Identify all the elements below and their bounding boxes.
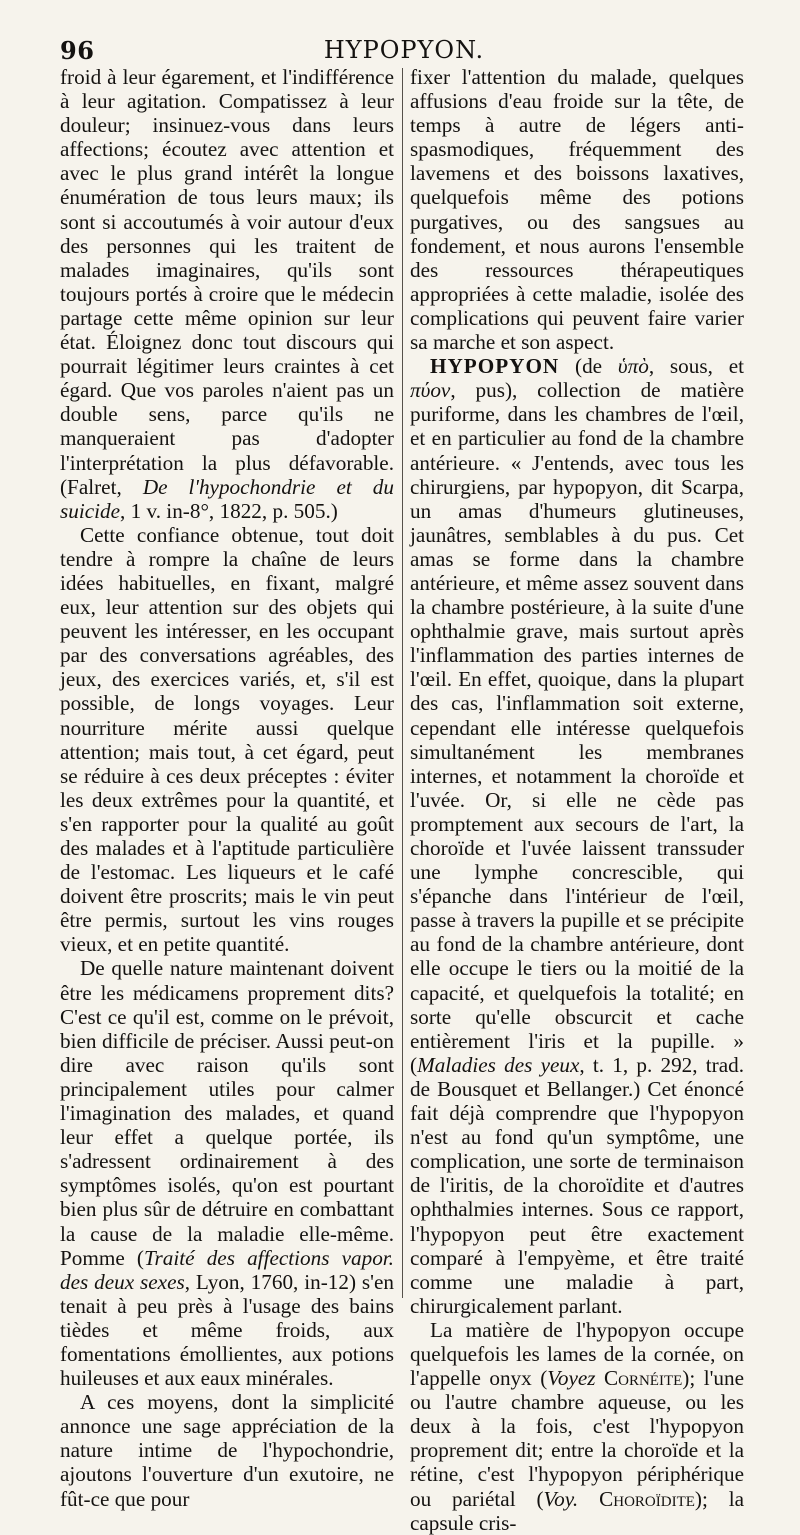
paragraph-means: A ces moyens, dont la simplicité annonce une sage appréciation de la nature intime de l'hypochondrie, ajoutons l'ouverture d'un exutoire, ne fût-ce que pour bbox=[60, 1390, 394, 1511]
right-column bbox=[410, 65, 745, 1535]
paragraph-hypopyon-matter bbox=[410, 1318, 744, 1535]
citation-title: Traité des affections vapor. des deux sexes bbox=[60, 1245, 394, 1294]
citation-title: De l'hypochondrie et du suicide bbox=[60, 474, 394, 523]
paragraph-medicaments bbox=[60, 956, 394, 1390]
greek-word: ὑπὸ bbox=[617, 354, 649, 379]
entry-hypopyon bbox=[410, 354, 744, 1318]
cross-reference-label: Voy. bbox=[543, 1486, 579, 1511]
running-title: HYPOPYON. bbox=[323, 36, 485, 64]
text-run: (de bbox=[559, 354, 618, 379]
text-run: froid à leur égarement, et l'indifférence à leur agitation. Compatissez à leur douleur; insinuez-vous dans leurs affections; écoutez avec attention et avec le plus grand intérêt la longue énumération de tous leurs maux; ils sont si accoutumés à voir autour d'eux des personnes qui les traitent de malades imaginaires, qu'ils sont toujours portés à croire que le médecin partage cette même opinion sur leur état. Éloignez donc tout discours qui pourrait légitimer leurs craintes à cet égard. Que vos paroles n'aient pas un double sens, parce qu'ils ne manqueraient pas d'adopter l'interprétation la plus défavorable. (Falret, bbox=[60, 65, 394, 499]
text-run: , 1 v. in-8°, 1822, p. 505.) bbox=[120, 498, 338, 523]
paragraph-hypochondria-treatment-end bbox=[60, 65, 394, 523]
paragraph-confidence: Cette confiance obtenue, tout doit tendre à rompre la chaîne de leurs idées habituelles, en fixant, malgré eux, leur attention sur des objets qui peuvent les intéresser, en les occupant par des conversations agréables, des jeux, des exercices variés, et, s'il est possible, de longs voyages. Leur nourriture mérite aussi quelque attention; mais tout, à cet égard, peut se réduire à ces deux préceptes : éviter les deux extrêmes pour la quantité, et s'en rapporter pour la qualité au goût des malades et à l'aptitude particulière de l'estomac. Les liqueurs et le café doivent être proscrits; mais le vin peut être permis, surtout les vins rouges vieux, et en petite quantité. bbox=[60, 522, 394, 957]
text-run: ); l'une ou l'autre chambre aqueuse, ou les deux à la fois, c'est l'hypopyon proprement dit; entre la choroïde et la rétine, c'est l'hypopyon périphérique ou pariétal ( bbox=[410, 1366, 745, 1511]
text-run: , sous, et bbox=[648, 354, 744, 379]
text-run: , t. 1, p. 292, trad. de Bousquet et Bellanger.) Cet énoncé fait déjà comprendre que l'hypopyon n'est au fond qu'un symptôme, une complication, une sorte de terminaison de l'iritis, de la choroïdite et d'autres ophthalmies internes. Sous ce rapport, l'hypopyon peut être exactement comparé à l'empyème, et être traité comme une maladie à part, chirurgicalement parlant. bbox=[410, 1052, 745, 1318]
text-run: , Lyon, 1760, in-12) s'en tenait à peu près à l'usage des bains tièdes et même froids, aux fomentations émollientes, aux potions huileuses et aux eaux minérales. bbox=[60, 1269, 394, 1391]
paragraph-therapeutic-resources: fixer l'attention du malade, quelques affusions d'eau froide sur la tête, de temps à autre de légers anti-spasmodiques, fréquemment des lavemens et des boissons laxatives, quelquefois même des potions purgatives, ou des sangsues au fondement, et nous aurons l'ensemble des ressources thérapeutiques appropriées à cette maladie, isolée des complications qui peuvent faire varier sa marche et son aspect. bbox=[410, 65, 744, 355]
left-column bbox=[60, 65, 394, 1511]
cross-reference-label: Voyez bbox=[547, 1366, 596, 1391]
text-run: De quelle nature maintenant doivent être les médicamens proprement dits? C'est ce qu'il est, comme on le prévoit, bien difficile de préciser. Aussi peut-on dire avec raison qu'ils sont principalement utiles pour calmer l'imagination des malades, et quand leur effet a quelque portée, ils s'adressent ordinairement à des symptômes isolés, qu'on est pourtant bien plus sûr de détruire en combattant la cause de la maladie elle-même. Pomme ( bbox=[60, 956, 394, 1270]
text-run: La matière de l'hypopyon occupe quelquefois les lames de la cornée, on l'appelle onyx ( bbox=[410, 1317, 744, 1391]
cross-reference: Cornéite bbox=[604, 1366, 683, 1391]
text-run: ); la capsule cris- bbox=[410, 1486, 745, 1535]
column-divider bbox=[402, 68, 403, 1298]
cross-reference: Choroïdite bbox=[599, 1486, 695, 1511]
page-number: 96 bbox=[60, 36, 95, 65]
citation-title: Maladies des yeux bbox=[417, 1052, 580, 1077]
page-header bbox=[60, 30, 748, 64]
greek-word: πύον bbox=[410, 378, 451, 403]
text-run: , pus), collection de matière puriforme, dans les chambres de l'œil, et en particulier au fond de la chambre antérieure. « J'entends, avec tous les chirurgiens, par hypopyon, dit Scarpa, un amas d'humeurs glutineuses, jaunâtres, semblables à du pus. Cet amas se forme dans la chambre antérieure, et même assez souvent dans la chambre postérieure, à la suite d'une ophthalmie grave, mais surtout après l'inflammation des parties internes de l'œil. En effet, quoique, dans la plupart des cas, l'inflammation soit externe, cependant elle intéresse quelquefois simultanément les membranes internes, et notamment la choroïde et l'uvée. Or, si elle ne cède pas promptement aux secours de l'art, la choroïde et l'uvée laissent transsuder une lymphe concrescible, qui s'épanche dans l'intérieur de l'œil, passe à travers la pupille et se précipite au fond de la chambre antérieure, dont elle occupe le tiers ou la moitié de la capacité, et quelquefois la totalité; en sorte qu'elle obscurcit et cache entièrement l'iris et la pupille. » ( bbox=[410, 378, 744, 1077]
entry-headword: HYPOPYON bbox=[430, 354, 560, 379]
